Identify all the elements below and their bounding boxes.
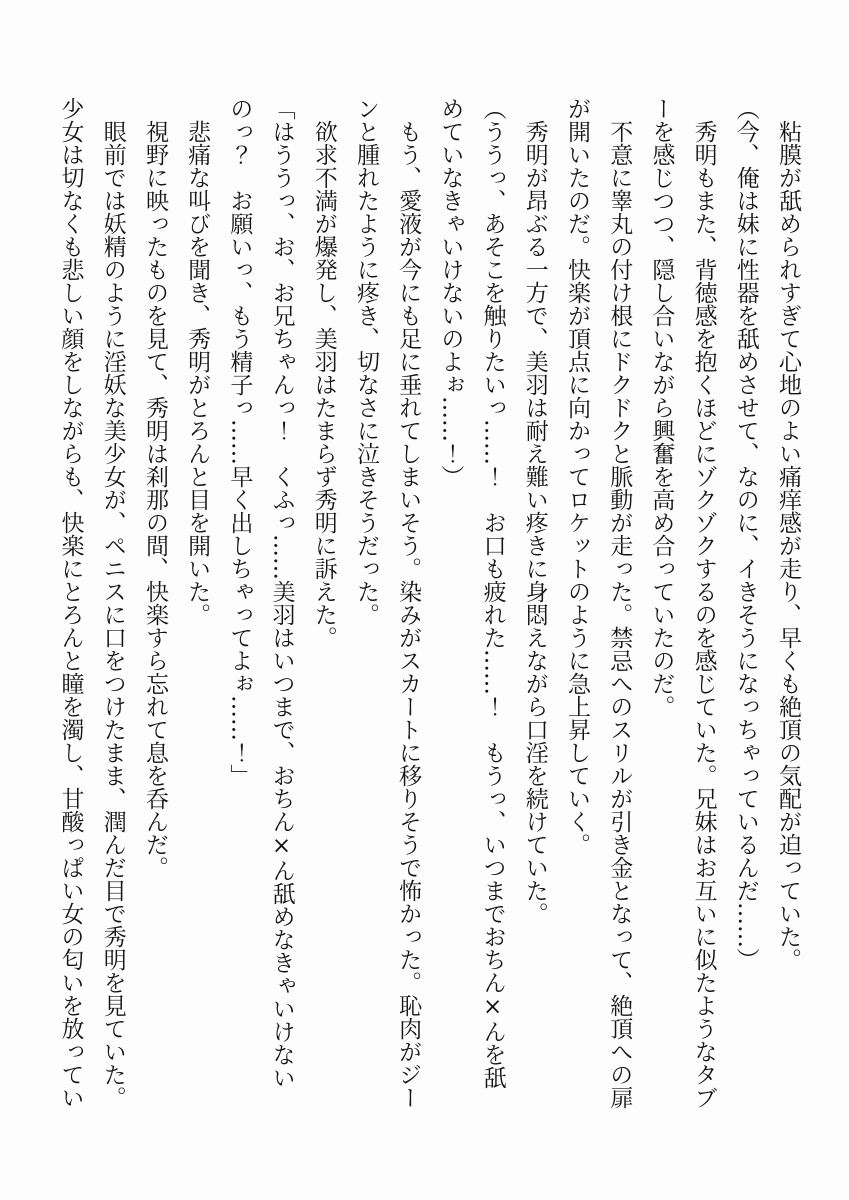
paragraph: 粘膜が舐められすぎて心地のよい痛痒感が走り、早くも絶頂の気配が迫っていた。 [775,120,801,971]
paragraph: （ううっ、あそこを触りたいっ……！ お口も疲れた……！ もうっ、いつまでおちん×んを舐めていなきゃいけないのよぉ……！） [437,97,506,1089]
paragraph: 「はううっ、お、お兄ちゃんっ！ くふっ……美羽はいつまで、おちん×ん舐めなきゃいけないのっ？ お願いっ、もう精子っ……早く出しちゃってよぉ……！」 [226,97,295,1089]
paragraph: 秀明が昂ぶる一方で、美羽は耐え難い疼きに身悶えながら口淫を続けていた。 [521,120,548,925]
paragraph: 視野に映ったものを見て、秀明は刹那の間、快楽すら忘れて息を呑んだ。 [141,120,168,879]
paragraph: 秀明もまた、背徳感を抱くほどにゾクゾクするのを感じていた。兄妹はお互いに似たようなタブーを感じつつ、隠し合いながら興奮を高め合っていたのだ。 [648,97,717,1109]
paragraph: 欲求不満が爆発し、美羽はたまらず秀明に訴えた。 [310,120,337,649]
body-text [49,97,809,1111]
paragraph: もう、愛液が今にも足に垂れてしまいそう。染みがスカートに移りそうで怖かった。恥肉がジーンと腫れたように疼き、切なさに泣きそうだった。 [352,97,422,1109]
paragraph: 悲痛な叫びを聞き、秀明がとろんと目を開いた。 [184,120,211,626]
paragraph: 不意に睾丸の付け根にドクドクと脈動が走った。禁忌へのスリルが引き金となって、絶頂への扉が開いたのだ。快楽が頂点に向かってロケットのように急上昇していく。 [563,97,633,1109]
paragraph: 眼前では妖精のように淫妖な美少女が、ペニスに口をつけたまま、潤んだ目で秀明を見ていた。少女は切なくも悲しい顔をしながらも、快楽にとろんと瞳を濁し、甘酸っぱい女の匂いを放ってい [57,97,126,1109]
paragraph: （今、俺は妹に性器を舐めさせて、なのに、イきそうになっちゃっているんだ……） [732,97,759,971]
